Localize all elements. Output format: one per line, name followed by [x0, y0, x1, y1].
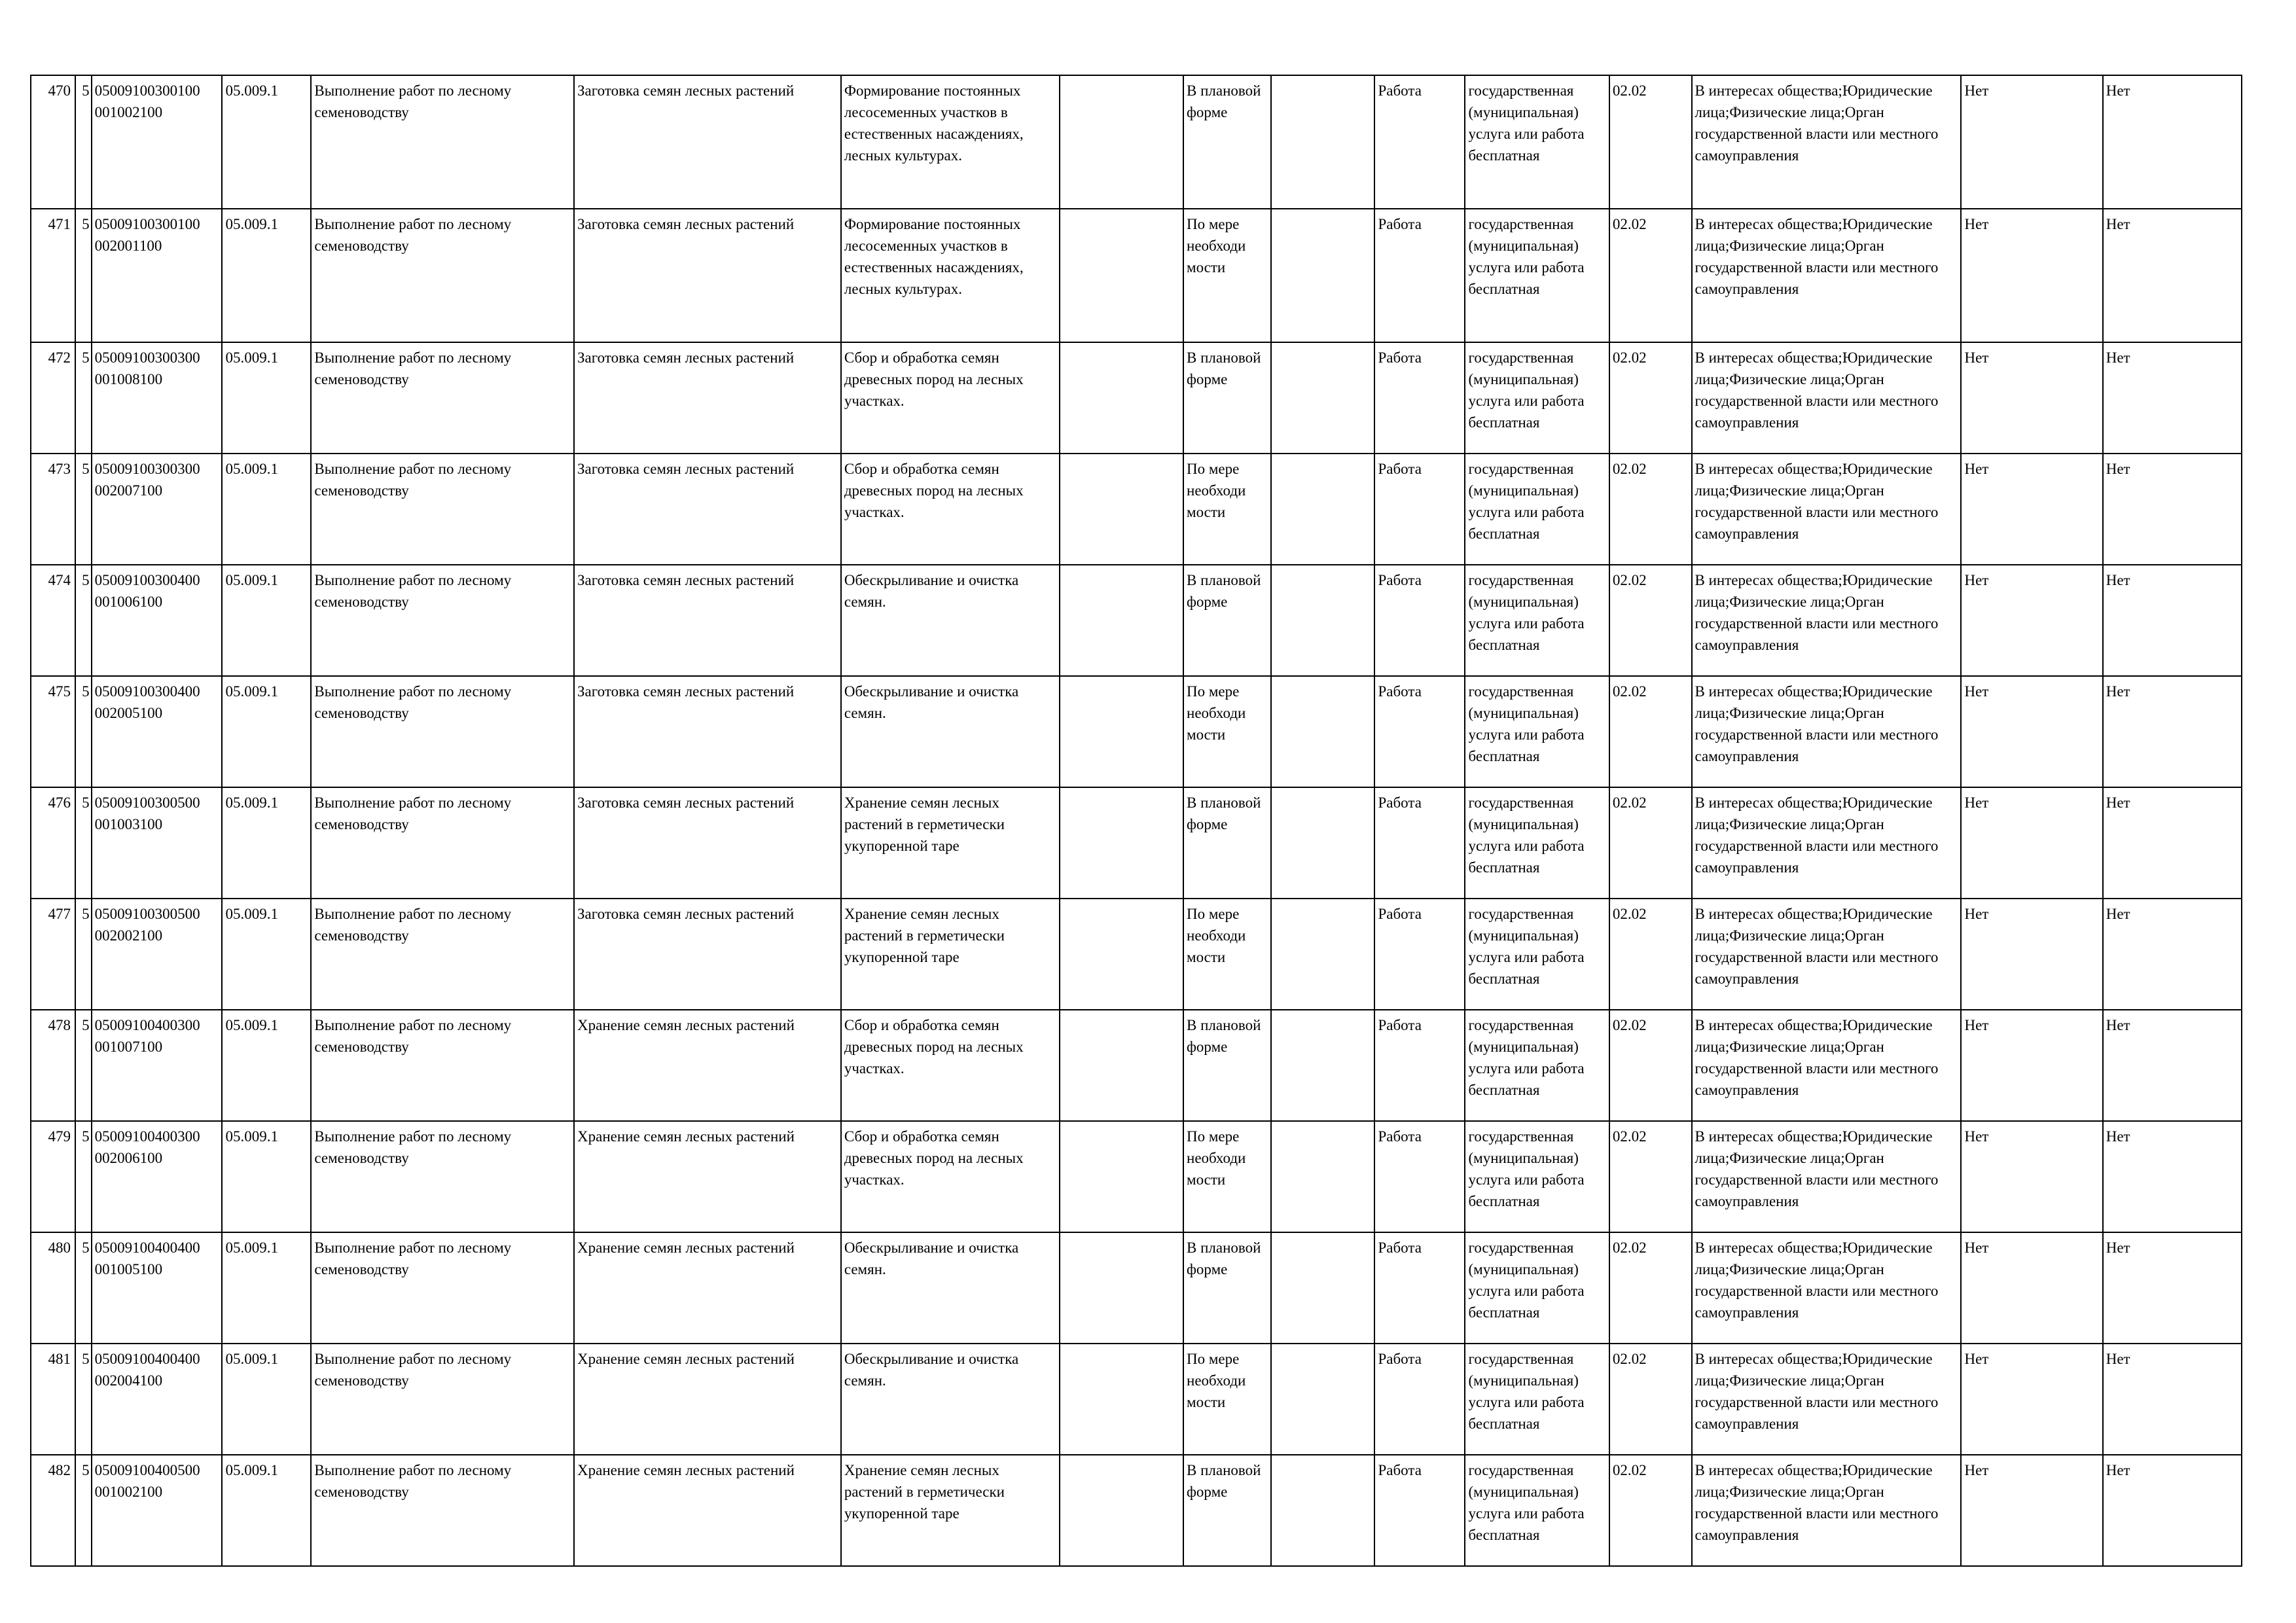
work-content-cell: Хранение семян лесных растений	[574, 1455, 841, 1566]
work-type-cell: Работа	[1374, 209, 1465, 342]
okved-code-cell: 05.009.1	[222, 454, 311, 565]
empty-cell	[1060, 899, 1183, 1010]
row-number-cell: 473	[31, 454, 75, 565]
work-content-cell: Хранение семян лесных растений	[574, 1344, 841, 1455]
consumers-cell: В интересах общества;Юридические лица;Физические лица;Орган государственной власти или местного самоуправления	[1692, 1010, 1962, 1121]
work-type-cell: Работа	[1374, 1232, 1465, 1344]
work-type-cell: Работа	[1374, 75, 1465, 209]
reg-code-cell: 02.02	[1609, 1344, 1692, 1455]
work-content-cell: Заготовка семян лесных растений	[574, 565, 841, 676]
payment-cell: государственная (муниципальная) услуга или работа бесплатная	[1465, 1344, 1609, 1455]
consumers-cell: В интересах общества;Юридические лица;Физические лица;Орган государственной власти или местного самоуправления	[1692, 1232, 1962, 1344]
delivery-form-cell: По мере необходи мости	[1183, 899, 1271, 1010]
consumers-cell: В интересах общества;Юридические лица;Физические лица;Орган государственной власти или местного самоуправления	[1692, 342, 1962, 454]
flag-cell-1: Нет	[1961, 75, 2102, 209]
registry-code-part2: 001002100	[94, 1484, 163, 1500]
registry-code-part1: 05009100300400	[94, 572, 200, 588]
work-content-cell: Хранение семян лесных растений	[574, 1010, 841, 1121]
flag-cell-2: Нет	[2103, 1010, 2242, 1121]
consumers-cell: В интересах общества;Юридические лица;Физические лица;Орган государственной власти или местного самоуправления	[1692, 787, 1962, 899]
work-content-cell: Заготовка семян лесных растений	[574, 787, 841, 899]
empty-cell	[1271, 1344, 1375, 1455]
registry-code-part2: 002002100	[94, 927, 163, 944]
registry-code-part2: 001008100	[94, 371, 163, 387]
work-name-cell: Выполнение работ по лесному семеноводству	[311, 454, 574, 565]
okved-code-cell: 05.009.1	[222, 1455, 311, 1566]
work-type-cell: Работа	[1374, 454, 1465, 565]
flag-cell-1: Нет	[1961, 342, 2102, 454]
table-row	[31, 1121, 2242, 1232]
registry-code-cell	[92, 1232, 223, 1344]
level-cell: 5	[75, 342, 92, 454]
registry-code-part1: 05009100300500	[94, 794, 200, 811]
empty-cell	[1060, 787, 1183, 899]
reg-code-cell: 02.02	[1609, 787, 1692, 899]
delivery-form-cell: По мере необходи мости	[1183, 1121, 1271, 1232]
registry-code-part2: 001003100	[94, 816, 163, 832]
table-row	[31, 1010, 2242, 1121]
work-type-cell: Работа	[1374, 1121, 1465, 1232]
empty-cell	[1060, 565, 1183, 676]
table-row	[31, 565, 2242, 676]
work-name-cell: Выполнение работ по лесному семеноводству	[311, 676, 574, 787]
consumers-cell: В интересах общества;Юридические лица;Физические лица;Орган государственной власти или местного самоуправления	[1692, 1455, 1962, 1566]
work-condition-cell: Сбор и обработка семян древесных пород на лесных участках.	[841, 342, 1060, 454]
row-number-cell: 481	[31, 1344, 75, 1455]
level-cell: 5	[75, 75, 92, 209]
level-cell: 5	[75, 676, 92, 787]
empty-cell	[1271, 1232, 1375, 1344]
table-row	[31, 899, 2242, 1010]
okved-code-cell: 05.009.1	[222, 75, 311, 209]
registry-code-cell	[92, 1455, 223, 1566]
level-cell: 5	[75, 1232, 92, 1344]
payment-cell: государственная (муниципальная) услуга или работа бесплатная	[1465, 209, 1609, 342]
registry-code-cell	[92, 899, 223, 1010]
delivery-form-cell: В плановой форме	[1183, 565, 1271, 676]
work-name-cell: Выполнение работ по лесному семеноводству	[311, 342, 574, 454]
level-cell: 5	[75, 1344, 92, 1455]
table-row	[31, 676, 2242, 787]
payment-cell: государственная (муниципальная) услуга или работа бесплатная	[1465, 565, 1609, 676]
row-number-cell: 476	[31, 787, 75, 899]
row-number-cell: 471	[31, 209, 75, 342]
work-condition-cell: Хранение семян лесных растений в герметически укупоренной таре	[841, 787, 1060, 899]
reg-code-cell: 02.02	[1609, 342, 1692, 454]
registry-code-cell	[92, 75, 223, 209]
registry-code-cell	[92, 787, 223, 899]
registry-code-part2: 002004100	[94, 1372, 163, 1389]
work-type-cell: Работа	[1374, 1455, 1465, 1566]
row-number-cell: 472	[31, 342, 75, 454]
consumers-cell: В интересах общества;Юридические лица;Физические лица;Орган государственной власти или местного самоуправления	[1692, 454, 1962, 565]
work-content-cell: Заготовка семян лесных растений	[574, 342, 841, 454]
row-number-cell: 477	[31, 899, 75, 1010]
empty-cell	[1271, 209, 1375, 342]
okved-code-cell: 05.009.1	[222, 342, 311, 454]
level-cell: 5	[75, 787, 92, 899]
work-type-cell: Работа	[1374, 565, 1465, 676]
delivery-form-cell: В плановой форме	[1183, 1455, 1271, 1566]
registry-code-cell	[92, 209, 223, 342]
level-cell: 5	[75, 1455, 92, 1566]
payment-cell: государственная (муниципальная) услуга или работа бесплатная	[1465, 676, 1609, 787]
table-row	[31, 342, 2242, 454]
reg-code-cell: 02.02	[1609, 1455, 1692, 1566]
level-cell: 5	[75, 1010, 92, 1121]
work-content-cell: Заготовка семян лесных растений	[574, 209, 841, 342]
row-number-cell: 475	[31, 676, 75, 787]
registry-code-part1: 05009100300100	[94, 82, 200, 99]
work-name-cell: Выполнение работ по лесному семеноводству	[311, 1455, 574, 1566]
work-name-cell: Выполнение работ по лесному семеноводству	[311, 899, 574, 1010]
flag-cell-1: Нет	[1961, 676, 2102, 787]
delivery-form-cell: По мере необходи мости	[1183, 1344, 1271, 1455]
work-type-cell: Работа	[1374, 1010, 1465, 1121]
payment-cell: государственная (муниципальная) услуга или работа бесплатная	[1465, 342, 1609, 454]
work-condition-cell: Сбор и обработка семян древесных пород на лесных участках.	[841, 1121, 1060, 1232]
empty-cell	[1271, 342, 1375, 454]
empty-cell	[1271, 1121, 1375, 1232]
registry-code-part2: 002001100	[94, 238, 162, 254]
empty-cell	[1060, 1232, 1183, 1344]
registry-code-part2: 002006100	[94, 1150, 163, 1166]
registry-code-cell	[92, 342, 223, 454]
registry-code-part1: 05009100400300	[94, 1128, 200, 1145]
delivery-form-cell: По мере необходи мости	[1183, 454, 1271, 565]
okved-code-cell: 05.009.1	[222, 1010, 311, 1121]
empty-cell	[1060, 75, 1183, 209]
empty-cell	[1060, 342, 1183, 454]
registry-table-body	[31, 75, 2242, 1566]
work-name-cell: Выполнение работ по лесному семеноводству	[311, 1232, 574, 1344]
work-name-cell: Выполнение работ по лесному семеноводству	[311, 787, 574, 899]
reg-code-cell: 02.02	[1609, 899, 1692, 1010]
consumers-cell: В интересах общества;Юридические лица;Физические лица;Орган государственной власти или местного самоуправления	[1692, 676, 1962, 787]
registry-code-part1: 05009100400500	[94, 1462, 200, 1478]
delivery-form-cell: В плановой форме	[1183, 1232, 1271, 1344]
level-cell: 5	[75, 454, 92, 565]
empty-cell	[1060, 209, 1183, 342]
flag-cell-2: Нет	[2103, 209, 2242, 342]
consumers-cell: В интересах общества;Юридические лица;Физические лица;Орган государственной власти или местного самоуправления	[1692, 1121, 1962, 1232]
empty-cell	[1271, 1455, 1375, 1566]
reg-code-cell: 02.02	[1609, 1121, 1692, 1232]
delivery-form-cell: В плановой форме	[1183, 1010, 1271, 1121]
row-number-cell: 474	[31, 565, 75, 676]
work-content-cell: Заготовка семян лесных растений	[574, 899, 841, 1010]
empty-cell	[1271, 676, 1375, 787]
empty-cell	[1271, 899, 1375, 1010]
registry-code-part2: 002005100	[94, 705, 163, 721]
registry-code-part1: 05009100400400	[94, 1240, 200, 1256]
table-row	[31, 75, 2242, 209]
payment-cell: государственная (муниципальная) услуга или работа бесплатная	[1465, 75, 1609, 209]
consumers-cell: В интересах общества;Юридические лица;Физические лица;Орган государственной власти или местного самоуправления	[1692, 565, 1962, 676]
work-content-cell: Заготовка семян лесных растений	[574, 75, 841, 209]
registry-code-cell	[92, 1121, 223, 1232]
flag-cell-2: Нет	[2103, 676, 2242, 787]
registry-code-part2: 001006100	[94, 594, 163, 610]
level-cell: 5	[75, 565, 92, 676]
reg-code-cell: 02.02	[1609, 454, 1692, 565]
payment-cell: государственная (муниципальная) услуга или работа бесплатная	[1465, 899, 1609, 1010]
work-type-cell: Работа	[1374, 787, 1465, 899]
okved-code-cell: 05.009.1	[222, 1232, 311, 1344]
empty-cell	[1060, 1455, 1183, 1566]
delivery-form-cell: В плановой форме	[1183, 342, 1271, 454]
consumers-cell: В интересах общества;Юридические лица;Физические лица;Орган государственной власти или местного самоуправления	[1692, 75, 1962, 209]
registry-code-cell	[92, 1010, 223, 1121]
delivery-form-cell: В плановой форме	[1183, 75, 1271, 209]
level-cell: 5	[75, 1121, 92, 1232]
work-condition-cell: Обескрыливание и очистка семян.	[841, 1232, 1060, 1344]
reg-code-cell: 02.02	[1609, 75, 1692, 209]
flag-cell-1: Нет	[1961, 787, 2102, 899]
flag-cell-2: Нет	[2103, 1455, 2242, 1566]
work-type-cell: Работа	[1374, 342, 1465, 454]
payment-cell: государственная (муниципальная) услуга или работа бесплатная	[1465, 1010, 1609, 1121]
row-number-cell: 480	[31, 1232, 75, 1344]
work-name-cell: Выполнение работ по лесному семеноводству	[311, 209, 574, 342]
work-condition-cell: Сбор и обработка семян древесных пород на лесных участках.	[841, 454, 1060, 565]
okved-code-cell: 05.009.1	[222, 1121, 311, 1232]
flag-cell-2: Нет	[2103, 75, 2242, 209]
reg-code-cell: 02.02	[1609, 565, 1692, 676]
empty-cell	[1271, 565, 1375, 676]
registry-table	[30, 75, 2242, 1567]
registry-code-part1: 05009100300400	[94, 683, 200, 700]
work-content-cell: Заготовка семян лесных растений	[574, 454, 841, 565]
flag-cell-1: Нет	[1961, 1344, 2102, 1455]
flag-cell-1: Нет	[1961, 565, 2102, 676]
flag-cell-1: Нет	[1961, 454, 2102, 565]
flag-cell-2: Нет	[2103, 1232, 2242, 1344]
delivery-form-cell: В плановой форме	[1183, 787, 1271, 899]
empty-cell	[1271, 1010, 1375, 1121]
flag-cell-1: Нет	[1961, 1232, 2102, 1344]
empty-cell	[1060, 1344, 1183, 1455]
flag-cell-2: Нет	[2103, 899, 2242, 1010]
delivery-form-cell: По мере необходи мости	[1183, 676, 1271, 787]
flag-cell-1: Нет	[1961, 1010, 2102, 1121]
work-type-cell: Работа	[1374, 676, 1465, 787]
okved-code-cell: 05.009.1	[222, 899, 311, 1010]
registry-code-cell	[92, 454, 223, 565]
work-condition-cell: Обескрыливание и очистка семян.	[841, 1344, 1060, 1455]
work-name-cell: Выполнение работ по лесному семеноводству	[311, 1344, 574, 1455]
flag-cell-1: Нет	[1961, 899, 2102, 1010]
registry-code-part1: 05009100300300	[94, 461, 200, 477]
payment-cell: государственная (муниципальная) услуга или работа бесплатная	[1465, 454, 1609, 565]
registry-code-part2: 001002100	[94, 104, 163, 120]
work-condition-cell: Хранение семян лесных растений в герметически укупоренной таре	[841, 899, 1060, 1010]
work-condition-cell: Обескрыливание и очистка семян.	[841, 565, 1060, 676]
flag-cell-2: Нет	[2103, 1344, 2242, 1455]
row-number-cell: 470	[31, 75, 75, 209]
payment-cell: государственная (муниципальная) услуга или работа бесплатная	[1465, 1121, 1609, 1232]
row-number-cell: 478	[31, 1010, 75, 1121]
okved-code-cell: 05.009.1	[222, 565, 311, 676]
table-row	[31, 1455, 2242, 1566]
work-content-cell: Хранение семян лесных растений	[574, 1232, 841, 1344]
okved-code-cell: 05.009.1	[222, 787, 311, 899]
empty-cell	[1271, 75, 1375, 209]
okved-code-cell: 05.009.1	[222, 1344, 311, 1455]
reg-code-cell: 02.02	[1609, 1010, 1692, 1121]
work-condition-cell: Хранение семян лесных растений в герметически укупоренной таре	[841, 1455, 1060, 1566]
flag-cell-2: Нет	[2103, 454, 2242, 565]
level-cell: 5	[75, 209, 92, 342]
flag-cell-1: Нет	[1961, 1455, 2102, 1566]
flag-cell-1: Нет	[1961, 1121, 2102, 1232]
registry-code-part1: 05009100400400	[94, 1351, 200, 1367]
flag-cell-2: Нет	[2103, 787, 2242, 899]
flag-cell-1: Нет	[1961, 209, 2102, 342]
table-row	[31, 787, 2242, 899]
row-number-cell: 482	[31, 1455, 75, 1566]
registry-code-part1: 05009100300100	[94, 216, 200, 232]
table-row	[31, 209, 2242, 342]
consumers-cell: В интересах общества;Юридические лица;Физические лица;Орган государственной власти или местного самоуправления	[1692, 1344, 1962, 1455]
registry-code-part1: 05009100400300	[94, 1017, 200, 1033]
empty-cell	[1060, 1010, 1183, 1121]
work-condition-cell: Формирование постоянных лесосеменных участков в естественных насаждениях, лесных культурах.	[841, 75, 1060, 209]
registry-code-part1: 05009100300500	[94, 906, 200, 922]
empty-cell	[1060, 1121, 1183, 1232]
reg-code-cell: 02.02	[1609, 676, 1692, 787]
okved-code-cell: 05.009.1	[222, 676, 311, 787]
registry-code-part2: 001005100	[94, 1261, 163, 1277]
empty-cell	[1060, 454, 1183, 565]
work-type-cell: Работа	[1374, 899, 1465, 1010]
payment-cell: государственная (муниципальная) услуга или работа бесплатная	[1465, 1455, 1609, 1566]
registry-code-cell	[92, 1344, 223, 1455]
work-condition-cell: Сбор и обработка семян древесных пород на лесных участках.	[841, 1010, 1060, 1121]
work-condition-cell: Формирование постоянных лесосеменных участков в естественных насаждениях, лесных культурах.	[841, 209, 1060, 342]
payment-cell: государственная (муниципальная) услуга или работа бесплатная	[1465, 1232, 1609, 1344]
work-name-cell: Выполнение работ по лесному семеноводству	[311, 1121, 574, 1232]
empty-cell	[1271, 454, 1375, 565]
work-content-cell: Заготовка семян лесных растений	[574, 676, 841, 787]
work-name-cell: Выполнение работ по лесному семеноводству	[311, 1010, 574, 1121]
work-name-cell: Выполнение работ по лесному семеноводству	[311, 565, 574, 676]
okved-code-cell: 05.009.1	[222, 209, 311, 342]
empty-cell	[1271, 787, 1375, 899]
flag-cell-2: Нет	[2103, 565, 2242, 676]
reg-code-cell: 02.02	[1609, 209, 1692, 342]
table-row	[31, 1232, 2242, 1344]
flag-cell-2: Нет	[2103, 1121, 2242, 1232]
registry-code-cell	[92, 565, 223, 676]
work-content-cell: Хранение семян лесных растений	[574, 1121, 841, 1232]
work-type-cell: Работа	[1374, 1344, 1465, 1455]
row-number-cell: 479	[31, 1121, 75, 1232]
flag-cell-2: Нет	[2103, 342, 2242, 454]
delivery-form-cell: По мере необходи мости	[1183, 209, 1271, 342]
payment-cell: государственная (муниципальная) услуга или работа бесплатная	[1465, 787, 1609, 899]
empty-cell	[1060, 676, 1183, 787]
registry-code-part2: 001007100	[94, 1039, 163, 1055]
registry-code-cell	[92, 676, 223, 787]
level-cell: 5	[75, 899, 92, 1010]
work-condition-cell: Обескрыливание и очистка семян.	[841, 676, 1060, 787]
registry-code-part2: 002007100	[94, 482, 163, 499]
table-row	[31, 1344, 2242, 1455]
work-name-cell: Выполнение работ по лесному семеноводству	[311, 75, 574, 209]
consumers-cell: В интересах общества;Юридические лица;Физические лица;Орган государственной власти или местного самоуправления	[1692, 899, 1962, 1010]
reg-code-cell: 02.02	[1609, 1232, 1692, 1344]
table-row	[31, 454, 2242, 565]
consumers-cell: В интересах общества;Юридические лица;Физические лица;Орган государственной власти или местного самоуправления	[1692, 209, 1962, 342]
registry-code-part1: 05009100300300	[94, 349, 200, 366]
